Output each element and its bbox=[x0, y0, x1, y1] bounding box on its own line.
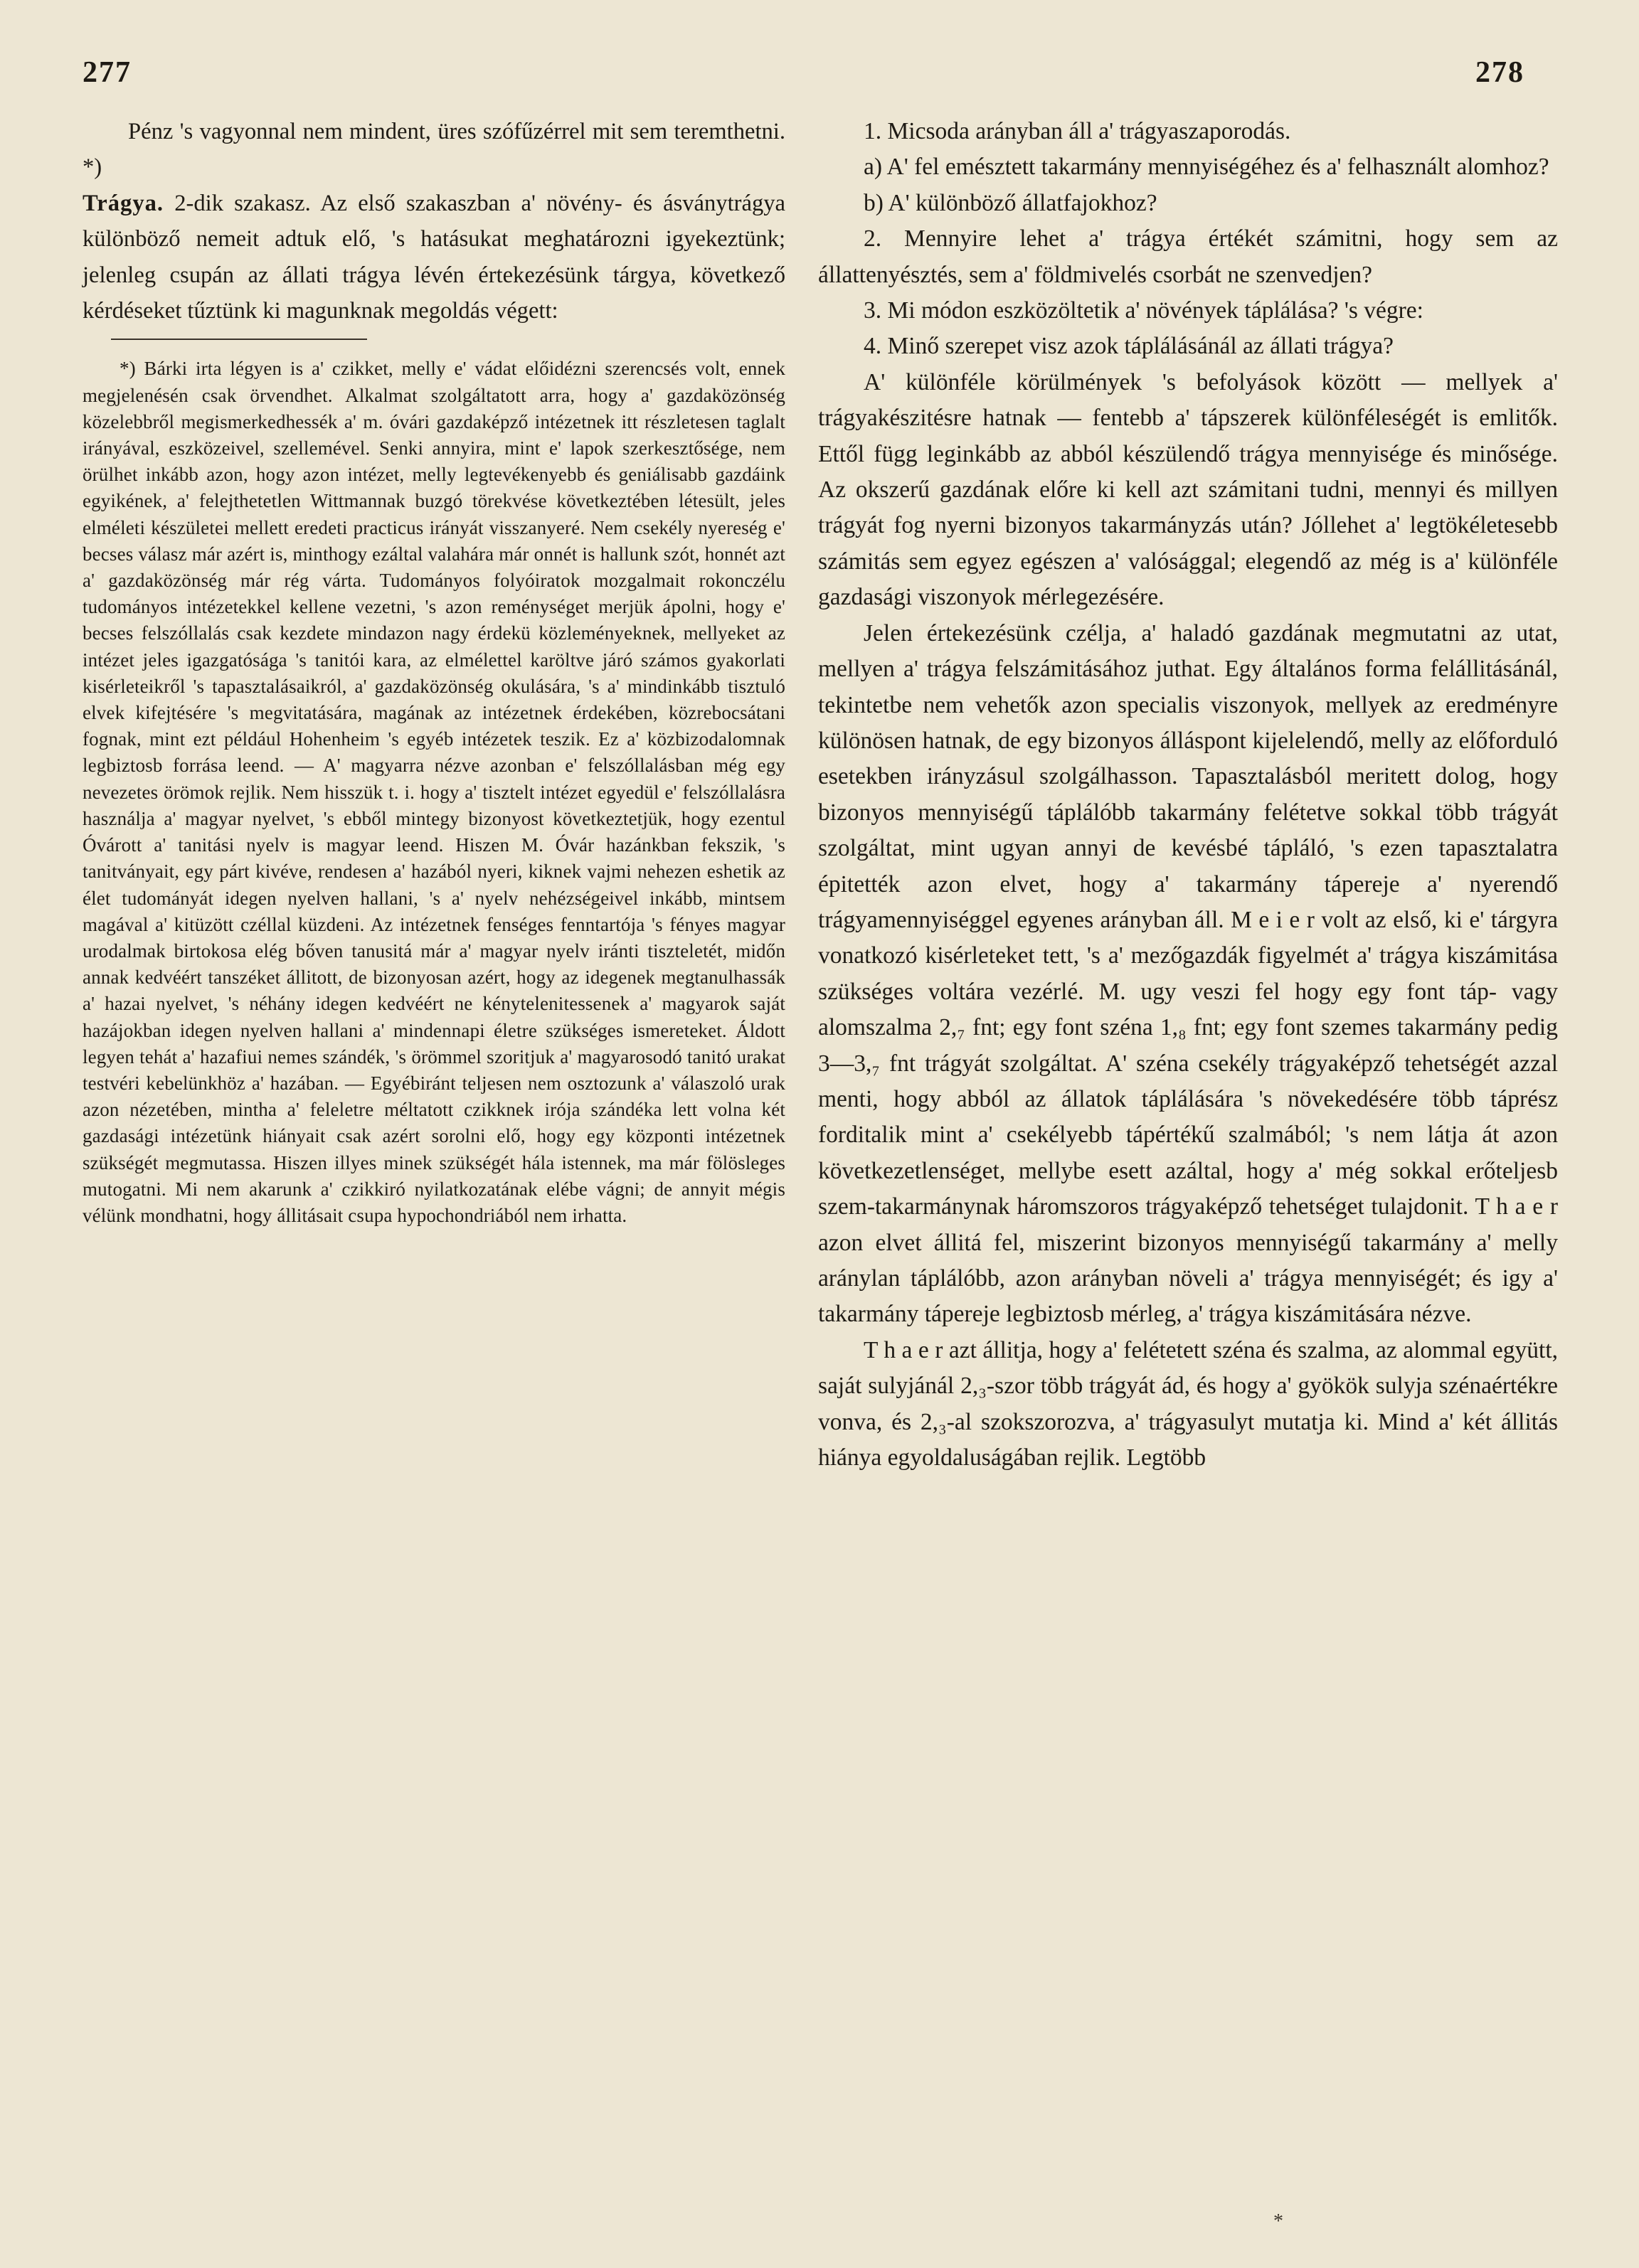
footnote: *) Bárki irta légyen is a' czikket, melly e' vádat előidézni szerencsés volt, ennek megjelenésén csak örvendhet. Alkalmat szolgáltatott arra, hogy a' gazdaközönség közelebbről megismerkedhessék a' m. óvári gazdaképző intézetnek itt részletesen taglalt irányával, eszközeivel, szellemével. Senki annyira, mint e' lapok szerkesztősége, nem örülhet inkább azon, hogy azon intézet, melly legtevékenyebb és geniálisabb gazdáink egyikének, a' felejthetetlen Wittmannak buzgó törekvése következtében létesült, jeles elméleti készületei mellett eredeti practicus irányát visszanyeré. Nem csekély nyereség e' becses válasz már azért is, minthogy ezáltal valahára már onnét is hallunk szót, honnét azt a' gazdaközönség már rég várta. Tudományos folyóiratok mozgalmait rokonczélu tudományos intézetekkel kellene vezetni, 's azon reménységet merjük ápolni, hogy e' becses felszóllalás csak kezdete mindazon nagy érdekü közleményeknek, mellyeket az intézet jeles igazgatósága 's tanitói kara, az elmélettel karöltve járó számos gyakorlati kisérleteikről 's tapasztalásaikról, a' gazdaközönség okulására, 's a' mindinkább tisztuló elvek kifejtésére 's megvitatására, magának az intézetnek érdekében, közrebocsátani fognak, mint ezt például Hohenheim 's egyéb intézetek teszik. Ez a' közbizodalomnak legbiztosb forrása leend. — A' magyarra nézve azonban e' felszóllalásban még egy nevezetes örömok rejlik. Nem hisszük t. i. hogy a' tisztelt intézet egyedül e' felszóllalásra használja a' magyar nyelvet, 's ebből mintegy bizonyost következtetjük, hogy ezentul Óvárott a' tanitási nyelv is magyar leend. Hiszen M. Óvár hazánkban fekszik, 's tanitványait, egy párt kivéve, rendesen a' hazából nyeri, kiknek vajmi nehezen eshetik az élet tudományát idegen nyelven hallani, 's a' nyelv nehézségeivel inkább, mintsem magával a' kitüzött czéllal küzdeni. Az intézetnek fenséges fenntartója 's fényes magyar urodalmak birtokosa elég bőven tanusitá már a' magyar nyelv iránti tiszteletét, midőn annak kedvéért tanszéket állitott, de bizonyosan azért, hogy az idegenek megtanulhassák a' hazai nyelvet, 's néhány idegen kedvéért ne kénytelenitessenek a' magyarok saját hazájokban idegen nyelven hallani a' mindennapi életre szükséges ismereteket. Áldott legyen tehát a' hazafiui nemes szándék, 's örömmel szoritjuk a' magyarosodó tanitó urakat testvéri kebelünkhöz a' hazában. — Egyébiránt teljesen nem osztozunk a' válaszoló urak azon nézetében, mintha a' feleletre méltatott czikknek irója szándéka lett volna két gazdasági intézetünk hiányait csak azért sorolni elő, hogy egy központi intézetnek szükségét megmutassa. Hiszen illyes minek szükségét hála istennek, ma már fölösleges mutogatni. Mi nem akarunk a' czikkiró nyilatkozatának elébe vágni; de annyit mégis vélünk mondhatni, hogy állitásait csupa hypochondriából nem irhatta. bbox=[83, 358, 785, 1226]
body-paragraph-1: A' különféle körülmények 's befolyások között — mellyek a' trágyakészitésre hatnak — fentebb a' tápszerek különféleségét is emlitők. Ettől függ leginkább az abból készülendő trágya mennyisége és minősége. Az okszerű gazdának előre ki kell azt számitani tudni, mennyi és millyen trágyát fog nyerni bizonyos takarmányzás után? Jóllehet a' legtökéletesebb számitás sem egyez egészen a' valósággal; elegendő az még is a' különféle gazdasági viszonyok mérlegezésére. bbox=[818, 368, 1558, 611]
question-1a: a) A' fel emésztett takarmány mennyiségéhez és a' felhasznált alomhoz? bbox=[864, 154, 1549, 181]
question-2: 2. Mennyire lehet a' trágya értékét számitni, hogy sem az állattenyésztés, sem a' földmivelés csorbát ne szenvedjen? bbox=[818, 225, 1558, 288]
section-text: 2-dik szakasz. Az első szakaszban a' növény- és ásványtrágya különböző nemeit adtuk elő, 's hatásukat meghatározni igyekeztünk; jelenleg csupán az állati trágya lévén értekezésünk tárgya, következő kérdéseket tűztünk ki magunknak megoldás végett: bbox=[83, 190, 785, 324]
section-title: Trágya. bbox=[83, 190, 164, 216]
intro-paragraph: Pénz 's vagyonnal nem mindent, üres szófűzérrel mit sem teremthetni. *) bbox=[83, 119, 785, 181]
question-1: 1. Micsoda arányban áll a' trágyaszaporodás. bbox=[864, 118, 1291, 144]
body-paragraph-3: T h a e r azt állitja, hogy a' felétetett széna és szalma, az alommal együtt, saját sulyjánál 2,₃-szor több trágyát ád, és hogy a' gyökök sulyja szénaértékre vonva, és 2,₃-al szokszorozva, a' trágyasulyt mutatja ki. Mind a' két állitás hiánya egyoldaluságában rejlik. Legtöbb bbox=[818, 1336, 1558, 1471]
page-number-left: 277 bbox=[83, 56, 132, 89]
body-paragraph-2: Jelen értekezésünk czélja, a' haladó gazdának megmutatni az utat, mellyen a' trágya felszámitásához juthat. Egy általános forma felállitásánál, tekintetbe nem vehetők azon specialis viszonyok, mellyek az eredményre különösen hatnak, de egy bizonyos álláspont kijelelendő, melly az előforduló esetekben irányzásul szolgálhasson. Tapasztalásból meritett dolog, hogy bizonyos mennyiségű táplálóbb takarmány felétetve sokkal több trágyát szolgáltat, mint ugyan annyi de kevésbé tápláló, 's ezen tapasztalatra épitették azon elvet, hogy a' takarmány tápereje a' nyerendő trágyamennyiséggel egyenes arányban áll. M e i e r volt az első, ki e' tárgyra vonatkozó kisérleteket tett, 's a' mezőgazdák figyelmét a' trágya kiszámitása szükséges voltára vezérlé. M. ugy veszi fel hogy egy font táp- vagy alomszalma 2,₇ fnt; egy font széna 1,₈ fnt; egy font szemes takarmány pedig 3—3,₇ fnt trágyát szolgáltat. A' széna csekély trágyaképző tehetségét azzal menti, hogy abból az állatok táplálására 's növekedésére több táprész forditalik mint a' csekélyebb tápértékű szalmából; 's nem látja át azon következetlenséget, mellybe esett azáltal, hogy a' még sokkal erőteljesb szem-takarmánynak háromszoros trágyaképző tehetséget tulajdonit. T h a e r azon elvet állitá fel, miszerint bizonyos mennyiségű takarmány a' melly aránylan táplálóbb, azon arányban növeli a' trágya mennyiségét; és igy a' takarmány tápereje legbiztosb mérleg, a' trágya kiszámitására nézve. bbox=[818, 619, 1558, 1328]
question-1b: b) A' különböző állatfajokhoz? bbox=[864, 189, 1157, 216]
signature-mark: * bbox=[1273, 2210, 1283, 2232]
section-paragraph bbox=[83, 186, 785, 329]
question-3: 3. Mi módon eszközöltetik a' növények táplálása? 's végre: bbox=[864, 297, 1423, 324]
question-4: 4. Minő szerepet visz azok táplálásánál az állati trágya? bbox=[864, 333, 1394, 360]
right-column bbox=[818, 114, 1558, 1476]
left-column bbox=[83, 114, 785, 1229]
footnote-divider bbox=[111, 339, 367, 340]
page-number-right: 278 bbox=[1475, 56, 1524, 89]
